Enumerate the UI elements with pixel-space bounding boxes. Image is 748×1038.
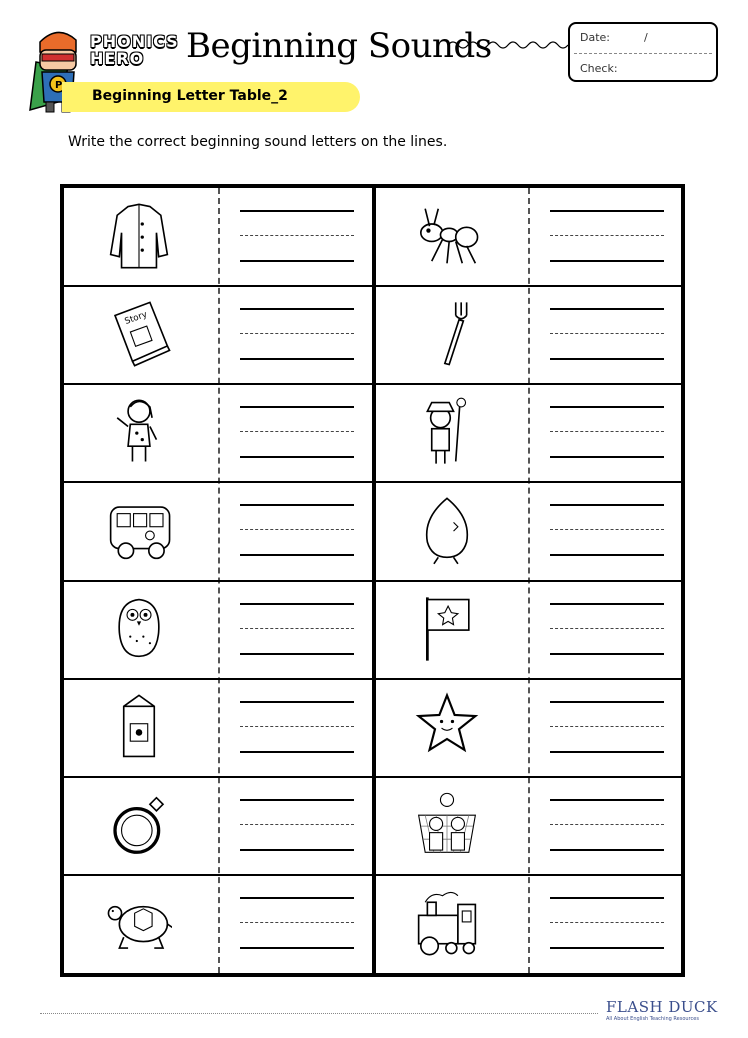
svg-text:Story: Story: [123, 309, 149, 328]
left-writing-line-2[interactable]: [240, 628, 354, 629]
right-writing-line-1[interactable]: [550, 603, 664, 605]
fork-icon: [414, 298, 480, 370]
farmer-icon: [414, 396, 480, 468]
girl-icon: [106, 396, 172, 468]
flash-duck-logo: [606, 996, 726, 1026]
milk-icon: [106, 691, 172, 763]
squiggle-decoration-icon: [448, 38, 570, 52]
left-writing-line-1[interactable]: [240, 799, 354, 801]
right-writing-line-1[interactable]: [550, 897, 664, 899]
left-writing-line-3[interactable]: [240, 849, 354, 851]
right-writing-line-1[interactable]: [550, 504, 664, 506]
train-icon: [414, 887, 480, 959]
table-row-divider: [64, 874, 681, 876]
owl-icon: [106, 593, 172, 665]
coat-icon: [106, 200, 172, 272]
left-writing-line-2[interactable]: [240, 235, 354, 236]
left-writing-line-1[interactable]: [240, 603, 354, 605]
subtitle-text: Beginning Letter Table_2: [92, 88, 288, 104]
table-row-divider: [64, 580, 681, 582]
right-writing-line-3[interactable]: [550, 947, 664, 949]
left-writing-line-3[interactable]: [240, 751, 354, 753]
bus-icon: [106, 494, 172, 566]
check-label: Check:: [580, 62, 618, 75]
left-writing-line-1[interactable]: [240, 897, 354, 899]
phonics-hero-logo: [90, 32, 180, 72]
right-writing-line-3[interactable]: [550, 653, 664, 655]
brand-tagline: All About English Teaching Resources: [606, 1016, 699, 1022]
date-check-box: [568, 22, 718, 82]
date-box-divider: [574, 53, 712, 54]
left-writing-line-2[interactable]: [240, 922, 354, 923]
ant-icon: [414, 200, 480, 272]
table-row-divider: [64, 481, 681, 483]
basketball-kids-icon: [414, 789, 480, 861]
worksheet-header: [0, 0, 748, 120]
right-writing-line-2[interactable]: [550, 628, 664, 629]
table-row-divider: [64, 285, 681, 287]
right-writing-line-3[interactable]: [550, 849, 664, 851]
right-writing-line-2[interactable]: [550, 431, 664, 432]
left-writing-line-2[interactable]: [240, 333, 354, 334]
left-writing-line-3[interactable]: [240, 947, 354, 949]
right-writing-line-3[interactable]: [550, 456, 664, 458]
left-writing-line-2[interactable]: [240, 824, 354, 825]
instruction-text: Write the correct beginning sound letters on the lines.: [68, 134, 448, 150]
answer-table: [60, 184, 685, 977]
left-writing-line-1[interactable]: [240, 504, 354, 506]
right-writing-line-1[interactable]: [550, 406, 664, 408]
left-writing-line-3[interactable]: [240, 653, 354, 655]
right-writing-line-2[interactable]: [550, 529, 664, 530]
date-label: Date:: [580, 31, 610, 44]
left-writing-line-2[interactable]: [240, 529, 354, 530]
left-writing-line-3[interactable]: [240, 554, 354, 556]
book-icon: [106, 298, 172, 370]
right-writing-line-3[interactable]: [550, 358, 664, 360]
right-writing-line-1[interactable]: [550, 210, 664, 212]
ring-icon: [106, 789, 172, 861]
right-writing-line-3[interactable]: [550, 260, 664, 262]
left-writing-line-3[interactable]: [240, 358, 354, 360]
brand-name: FLASH DUCK: [606, 998, 718, 1016]
egg-icon: [414, 494, 480, 566]
right-writing-line-1[interactable]: [550, 799, 664, 801]
left-writing-line-3[interactable]: [240, 456, 354, 458]
turtle-icon: [106, 887, 172, 959]
right-writing-line-1[interactable]: [550, 701, 664, 703]
right-writing-line-2[interactable]: [550, 333, 664, 334]
logo-line-2: HERO: [90, 49, 145, 68]
table-row-divider: [64, 776, 681, 778]
right-writing-line-2[interactable]: [550, 726, 664, 727]
right-writing-line-2[interactable]: [550, 235, 664, 236]
date-slash: /: [644, 31, 648, 44]
table-row-divider: [64, 678, 681, 680]
footer-dotted-line: [40, 1013, 598, 1014]
right-writing-line-3[interactable]: [550, 751, 664, 753]
subtitle-banner: [62, 82, 360, 112]
star-icon: [414, 691, 480, 763]
left-writing-line-3[interactable]: [240, 260, 354, 262]
svg-text:P: P: [55, 80, 63, 91]
table-row-divider: [64, 383, 681, 385]
left-writing-line-2[interactable]: [240, 726, 354, 727]
right-writing-line-2[interactable]: [550, 922, 664, 923]
logo-line-1: PHONICS: [90, 32, 179, 51]
left-writing-line-1[interactable]: [240, 406, 354, 408]
right-writing-line-2[interactable]: [550, 824, 664, 825]
flag-icon: [414, 593, 480, 665]
right-writing-line-1[interactable]: [550, 308, 664, 310]
left-writing-line-1[interactable]: [240, 210, 354, 212]
page-title: Beginning Sounds: [186, 26, 492, 66]
left-writing-line-1[interactable]: [240, 701, 354, 703]
left-writing-line-1[interactable]: [240, 308, 354, 310]
left-writing-line-2[interactable]: [240, 431, 354, 432]
right-writing-line-3[interactable]: [550, 554, 664, 556]
